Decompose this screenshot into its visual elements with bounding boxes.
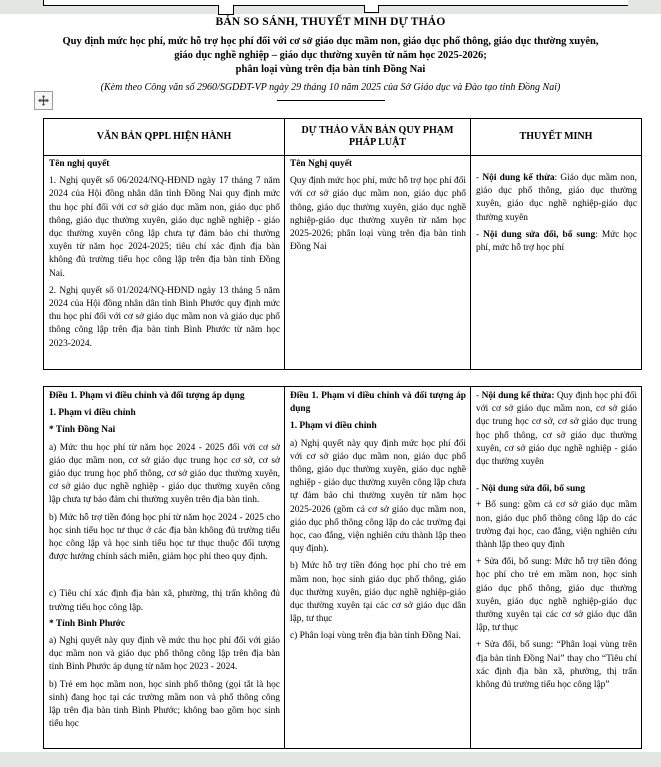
cell-current-law-title[interactable]: Tên nghị quyết 1. Nghị quyết số 06/2024/NQ-HĐND ngày 17 tháng 7 năm 2024 của Hội đồng nhân dân tỉnh Đồng Nai quy định mức thu học phí đối với cơ sở giáo dục mầm non, giáo dục phổ thông, giáo dục thường xuyên, giáo dục nghề nghiệp - giáo dục thường xuyên công lập chưa tự đảm bảo chi thường xuyên từ năm học 2024-2025; tiêu chí xác định địa bàn không đủ trường tiểu học công lập trên địa bàn tỉnh Đồng Nai. 2. Nghị quyết số 01/2024/NQ-HĐND ngày 13 tháng 5 năm 2024 của Hội đồng nhân dân tỉnh Bình Phước quy định mức thu học phí đối với cơ sở giáo dục mầm non và giáo dục phổ thông công lập trên địa bàn tỉnh Bình Phước từ năm học 2023-2024.	[44, 156, 285, 369]
header-cell-explanation[interactable]: THUYẾT MINH	[519, 130, 593, 142]
cell-draft-article1[interactable]: Điều 1. Phạm vi điều chỉnh và đối tượng áp dụng 1. Phạm vi điều chỉnh a) Nghị quyết này quy định mức học phí đối với cơ sở giáo dục mầm non, giáo dục phổ thông, giáo dục thường xuyên, giáo dục nghề nghiệp - giáo dục thường xuyên công lập chưa tự đảm bảo chi thường xuyên từ năm học 2025-2026 (gồm cả cơ sở giáo dục mầm non, giáo dục phổ thông công lập do các trường đại học, cao đẳng, viện nghiên cứu thành lập theo quy định). b) Mức hỗ trợ tiền đóng học phí cho trẻ em mầm non, học sinh giáo dục phổ thông, giáo dục thường xuyên, giáo dục nghề nghiệp-giáo dục thường xuyên tại các cơ sở giáo dục dân lập, tư thục c) Phân loại vùng trên địa bàn tỉnh Đồng Nai.	[285, 387, 471, 748]
cell-explanation-title[interactable]: - Nội dung kế thừa: Giáo dục mầm non, giáo dục phổ thông, giáo dục thường xuyên, giáo dục nghề nghiệp-giáo dục thường xuyên - Nội dung sửa đổi, bổ sung: Mức học phí, mức hỗ trợ học phí	[476, 173, 637, 254]
document-header	[0, 16, 661, 101]
page-bottom-edge	[0, 752, 661, 767]
move-arrows-icon	[38, 95, 49, 106]
table-column-border-tab	[364, 5, 379, 13]
table-row	[44, 156, 641, 369]
table-move-handle-icon[interactable]	[34, 91, 53, 110]
header-cell-draft[interactable]: DỰ THẢO VĂN BẢN QUY PHẠM PHÁP LUẬT	[285, 119, 471, 155]
table-column-border-tab	[218, 5, 234, 15]
header-divider-rule	[277, 100, 385, 101]
document-attribution: (Kèm theo Công văn số 2960/SGDĐT-VP ngày 29 tháng 10 năm 2025 của Sở Giáo dục và Đào tạo tỉnh Đồng Nai)	[100, 82, 561, 93]
document-title: BẢN SO SÁNH, THUYẾT MINH DỰ THẢO	[215, 16, 446, 28]
cell-draft-title[interactable]: Tên Nghị quyết Quy định mức học phí, mức hỗ trợ học phí đối với cơ sở giáo dục mầm non, giáo dục phổ thông, giáo dục thường xuyên, giáo dục nghề nghiệp-giáo dục thường xuyên từ năm học 2025-2026; phân loại vùng trên địa bàn tỉnh Đồng Nai	[285, 156, 471, 369]
cell-explanation-article1[interactable]: - Nội dung kế thừa: Quy định học phí đối với cơ sở giáo dục mầm non, cơ sở giáo dục trung học cơ sở, cơ sở giáo dục trung học phổ thông, cơ sở giáo dục thường xuyên, cơ sở giáo dục nghề nghiệp - giáo dục thường xuyên - Nội dung sửa đổi, bổ sung + Bổ sung: gồm cả cơ sở giáo dục mầm non, giáo dục phổ thông công lập do các trường đại học, cao đẳng, viện nghiên cứu thành lập theo quy định + Sửa đổi, bổ sung: Mức hỗ trợ tiền đóng học phí cho trẻ em mầm non, học sinh giáo dục phổ thông, giáo dục thường xuyên, giáo dục nghề nghiệp-giáo dục thường xuyên tại các cơ sở giáo dục dân lập, tư thục + Sửa đổi, bổ sung: “Phân loại vùng trên địa bàn tỉnh Đồng Nai” thay cho “Tiêu chí xác định địa bàn xã, phường, thị trấn không đủ trường tiểu học công lập”	[476, 391, 638, 691]
comparison-table-2	[43, 386, 642, 749]
table-header-row	[44, 119, 641, 156]
comparison-table-1	[43, 118, 642, 370]
document-subtitle	[55, 35, 607, 77]
page-separator	[0, 6, 661, 14]
subtitle-line-2: phân loại vùng trên địa bàn tỉnh Đồng Nai	[235, 64, 426, 75]
header-cell-current-law[interactable]: VĂN BẢN QPPL HIỆN HÀNH	[44, 119, 285, 155]
subtitle-line-1: Quy định mức học phí, mức hỗ trợ học phí đối với cơ sở giáo dục mầm non, giáo dục phổ thông, giáo dục thường xuyên, giáo dục nghề nghiệp – giáo dục thường xuyên từ năm học 2025-2026;	[62, 36, 599, 61]
cell-current-law-article1[interactable]: Điều 1. Phạm vi điều chỉnh và đối tượng áp dụng 1. Phạm vi điều chỉnh * Tỉnh Đồng Nai a) Mức thu học phí từ năm học 2024 - 2025 đối với cơ sở giáo dục mầm non, cơ sở giáo dục trung học cơ sở, cơ sở giáo dục trung học phổ thông, cơ sở giáo dục thường xuyên, cơ sở giáo dục nghề nghiệp - giáo dục thường xuyên công lập chưa tự bảo đảm chi thường xuyên trên địa bàn tỉnh. b) Mức hỗ trợ tiền đóng học phí từ năm học 2024 - 2025 cho học sinh tiểu học tư thục ở các địa bàn không đủ trường tiểu học công lập và học sinh tiểu học tư thục thuộc đối tượng được hưởng chính sách miễn, giảm học phí theo quy định. c) Tiêu chí xác định địa bàn xã, phường, thị trấn không đủ trường tiểu học công lập. * Tỉnh Bình Phước a) Nghị quyết này quy định về mức thu học phí đối với giáo dục mầm non và giáo dục phổ thông công lập trên địa bàn tỉnh Bình Phước áp dụng từ năm học 2023 - 2024. b) Trẻ em học mầm non, học sinh phổ thông (gọi tắt là học sinh) đang học tại các trường mầm non và phổ thông công lập trên địa bàn tỉnh Bình Phước; không bao gồm học sinh tiểu học	[44, 387, 285, 748]
